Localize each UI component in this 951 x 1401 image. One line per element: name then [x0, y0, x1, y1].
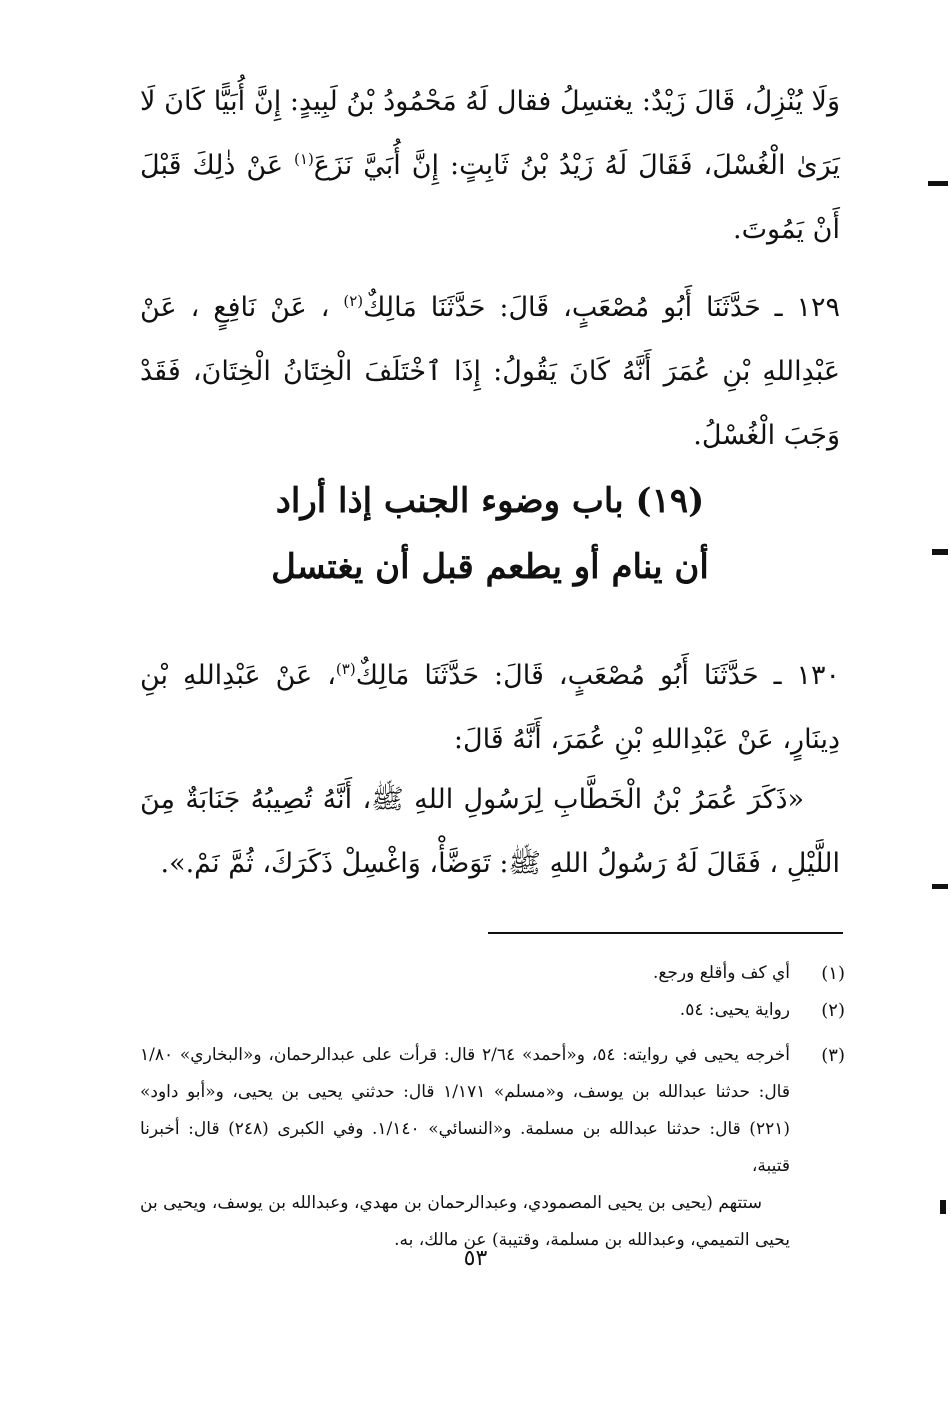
footnote-number: (٢)	[821, 1000, 845, 1021]
scan-edge-mark	[940, 1200, 946, 1214]
paragraph-1	[140, 70, 840, 262]
footnote-3-continuation: ستتهم (يحيى بن يحيى المصمودي، وعبدالرحمان بن مهدي، وعبدالله بن يوسف، ويحيى بن يحيى التميمي، وعبدالله بن مسلمة، وقتيبة) عن مالك، به.	[140, 1193, 790, 1250]
scan-edge-mark	[932, 884, 948, 889]
footnote-ref-1: (١)	[294, 150, 314, 168]
paragraph-130	[140, 644, 840, 772]
chapter-heading	[140, 468, 840, 600]
footnote-3	[140, 1037, 845, 1185]
paragraph-129	[140, 276, 840, 468]
chapter-heading-line-2: أن ينام أو يطعم قبل أن يغتسل	[271, 547, 709, 587]
footnote-2	[140, 992, 845, 1029]
paragraph-1-end: عَنْ ذٰلِكَ قَبْلَ أَنْ يَمُوتَ.	[140, 150, 840, 245]
footnote-ref-3: (٣)	[335, 660, 356, 678]
paragraph-1-text: وَلَا يُنْزِلُ، قَالَ زَيْدٌ: يغتسِلُ فقال لَهُ مَحْمُودُ بْنُ لَبِيدٍ: إِنَّ أُبَيًّا كَانَ لَا يَرَىٰ الْغُسْلَ، فَقَالَ لَهُ زَيْدُ بْنُ ثَابِتٍ: إِنَّ أُبَيَّ نَزَعَ	[140, 86, 840, 181]
footnotes	[140, 955, 845, 1259]
hadith-quote: «ذَكَرَ عُمَرُ بْنُ الْخَطَّابِ لِرَسُولِ اللهِ ﷺ، أَنَّهُ تُصِيبُهُ جَنَابَةٌ مِنَ اللَّيْلِ ، فَقَالَ لَهُ رَسُولُ اللهِ ﷺ: تَوَضَّأْ، وَاغْسِلْ ذَكَرَكَ، ثُمَّ نَمْ.».	[140, 784, 840, 879]
scan-edge-mark	[928, 181, 948, 186]
paragraph-130-end: ، عَنْ عَبْدِاللهِ بْنِ دِينَارٍ، عَنْ عَبْدِاللهِ بْنِ عُمَرَ، أَنَّهُ قَالَ:	[140, 660, 840, 755]
footnote-1	[140, 955, 845, 992]
paragraph-129-start: ١٢٩ ـ حَدَّثَنَا أَبُو مُصْعَبٍ، قَالَ: حَدَّثَنَا مَالِكٌ	[363, 292, 841, 323]
page-number: ٥٣	[463, 1246, 488, 1271]
footnote-number: (٣)	[821, 1045, 845, 1066]
footnote-number: (١)	[821, 963, 845, 984]
footnote-separator	[488, 932, 843, 934]
chapter-heading-line-1: (١٩) باب وضوء الجنب إذا أراد	[275, 481, 705, 521]
main-text-bottom	[140, 644, 840, 896]
footnote-ref-2: (٢)	[343, 292, 364, 310]
paragraph-130-start: ١٣٠ ـ حَدَّثَنَا أَبُو مُصْعَبٍ، قَالَ: حَدَّثَنَا مَالِكٌ	[355, 660, 840, 691]
paragraph-129-end: ، عَنْ نَافِعٍ ، عَنْ عَبْدِاللهِ بْنِ عُمَرَ أَنَّهُ كَانَ يَقُولُ: إِذَا ٱخْتَلَفَ الْخِتَانُ الْخِتَانَ، فَقَدْ وَجَبَ الْغُسْلُ.	[140, 292, 840, 451]
main-text-top	[140, 70, 840, 468]
footnote-text: رواية يحيى: ٥٤.	[679, 1000, 790, 1020]
footnote-text: أخرجه يحيى في روايته: ٥٤، و«أحمد» ٢/٦٤ قال: قرأت على عبدالرحمان، و«البخاري» ١/٨٠ قال: حدثنا عبدالله بن يوسف، و«مسلم» ١/١٧١ قال: حدثني يحيى بن يحيى، و«أبو داود» (٢٢١) قال: حدثنا عبدالله بن مسلمة. و«النسائي» ١/١٤٠. وفي الكبرى (٢٤٨) قال: أخبرنا قتيبة،	[140, 1045, 790, 1176]
footnote-text: أي كف وأقلع ورجع.	[652, 963, 790, 983]
scan-edge-mark	[932, 549, 948, 555]
